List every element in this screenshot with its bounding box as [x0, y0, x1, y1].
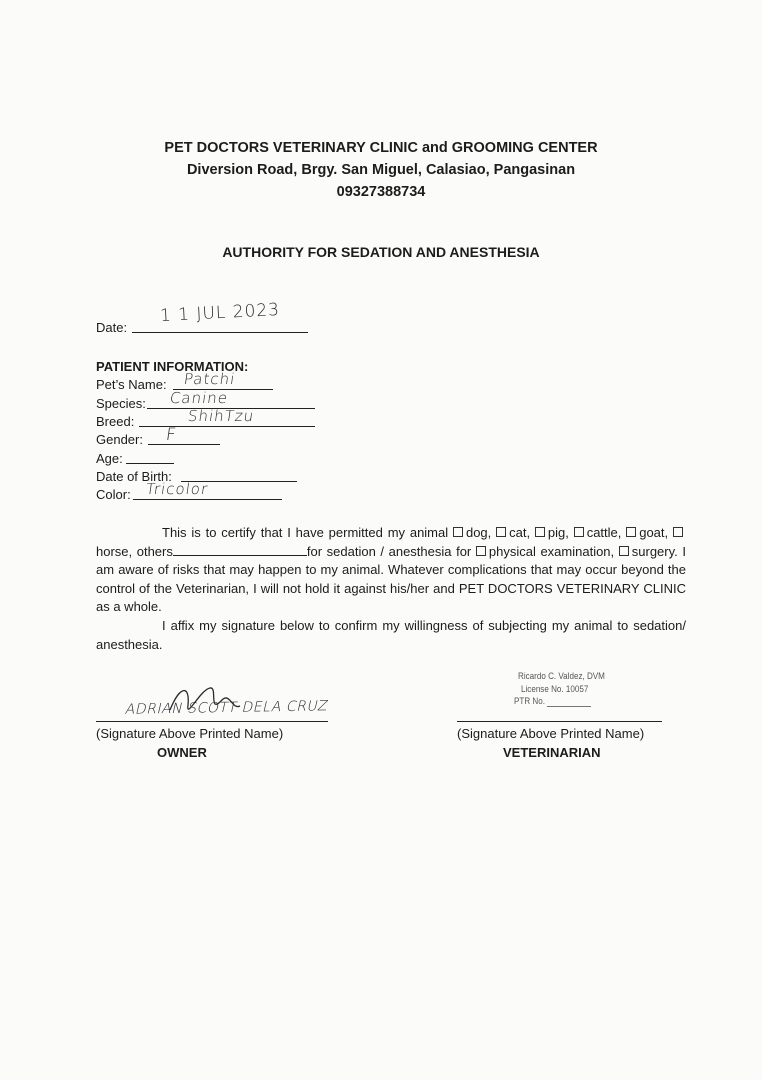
- date-line: [132, 332, 308, 333]
- color-label: Color:: [96, 487, 131, 502]
- species-value: Canine: [168, 389, 230, 407]
- dob-label: Date of Birth:: [96, 469, 172, 484]
- pig-checkbox[interactable]: [535, 527, 545, 537]
- horse-others-option: horse, others: [96, 543, 173, 559]
- vet-ptr-line: [547, 706, 591, 707]
- gender-label: Gender:: [96, 432, 143, 447]
- breed-value: ShihTzu: [186, 407, 256, 425]
- physical-exam-checkbox[interactable]: [476, 546, 486, 556]
- surgery-option: surgery.: [631, 543, 678, 559]
- horse-checkbox[interactable]: [673, 527, 683, 537]
- vet-stamp-name: Ricardo C. Valdez, DVM: [518, 671, 605, 682]
- color-line: [133, 499, 282, 500]
- others-line: [173, 543, 307, 556]
- gender-value: F: [164, 425, 179, 445]
- cat-option: cat,: [509, 525, 531, 540]
- color-value: Tricolor: [144, 480, 210, 498]
- vet-signature-line: [457, 721, 662, 722]
- vet-role: VETERINARIAN: [503, 745, 601, 760]
- pets-name-value: Patchi: [182, 370, 237, 388]
- species-label: Species:: [96, 396, 146, 411]
- consent-text-risks: I am aware of risks that may happen to my animal. Whatever complications that may occur beyond the control of the Veterinarian, I will not hold it against his/her and PET DOCTORS VETERINARY CLINIC as a whole.: [96, 543, 686, 615]
- age-label: Age:: [96, 451, 123, 466]
- dog-option: dog,: [465, 525, 492, 540]
- age-line: [126, 463, 174, 464]
- owner-signature-scribble: [160, 680, 250, 730]
- clinic-address: Diversion Road, Brgy. San Miguel, Calasiao, Pangasinan: [186, 162, 576, 178]
- document-title: AUTHORITY FOR SEDATION AND ANESTHESIA: [222, 244, 540, 260]
- clinic-name: PET DOCTORS VETERINARY CLINIC and GROOMING CENTER: [164, 140, 598, 156]
- consent-text-intro: This is to certify that I have permitted my animal: [162, 525, 449, 540]
- date-label: Date:: [96, 320, 128, 335]
- goat-option: goat,: [639, 525, 669, 540]
- physical-exam-option: physical examination,: [488, 543, 615, 559]
- surgery-checkbox[interactable]: [619, 546, 629, 556]
- vet-signature-caption: (Signature Above Printed Name): [457, 726, 645, 741]
- dog-checkbox[interactable]: [453, 527, 463, 537]
- cattle-option: cattle,: [586, 525, 622, 540]
- vet-stamp-license: License No. 10057: [521, 684, 589, 695]
- owner-role: OWNER: [157, 745, 207, 760]
- consent-paragraph: [96, 524, 686, 654]
- signature-affirmation: I affix my signature below to confirm my willingness of subjecting my animal to sedation/ anesthesia.: [96, 617, 686, 652]
- vet-stamp-ptr: PTR No.: [514, 696, 545, 707]
- owner-signed-name: ADRIAN SCOTT DELA CRUZ: [123, 698, 330, 718]
- goat-checkbox[interactable]: [626, 527, 636, 537]
- patient-info-heading: PATIENT INFORMATION:: [96, 359, 249, 374]
- consent-text-purpose: for sedation / anesthesia for: [306, 543, 472, 559]
- cat-checkbox[interactable]: [496, 527, 506, 537]
- clinic-phone: 09327388734: [336, 184, 426, 200]
- owner-signature-line: [96, 721, 328, 722]
- owner-signature-caption: (Signature Above Printed Name): [96, 726, 284, 741]
- gender-line: [148, 444, 220, 445]
- breed-line: [139, 426, 315, 427]
- pig-option: pig,: [547, 525, 569, 540]
- pets-name-label: Pet’s Name:: [96, 377, 167, 392]
- date-value: 1 1 JUL 2023: [159, 299, 281, 327]
- cattle-checkbox[interactable]: [574, 527, 584, 537]
- breed-label: Breed:: [96, 414, 135, 429]
